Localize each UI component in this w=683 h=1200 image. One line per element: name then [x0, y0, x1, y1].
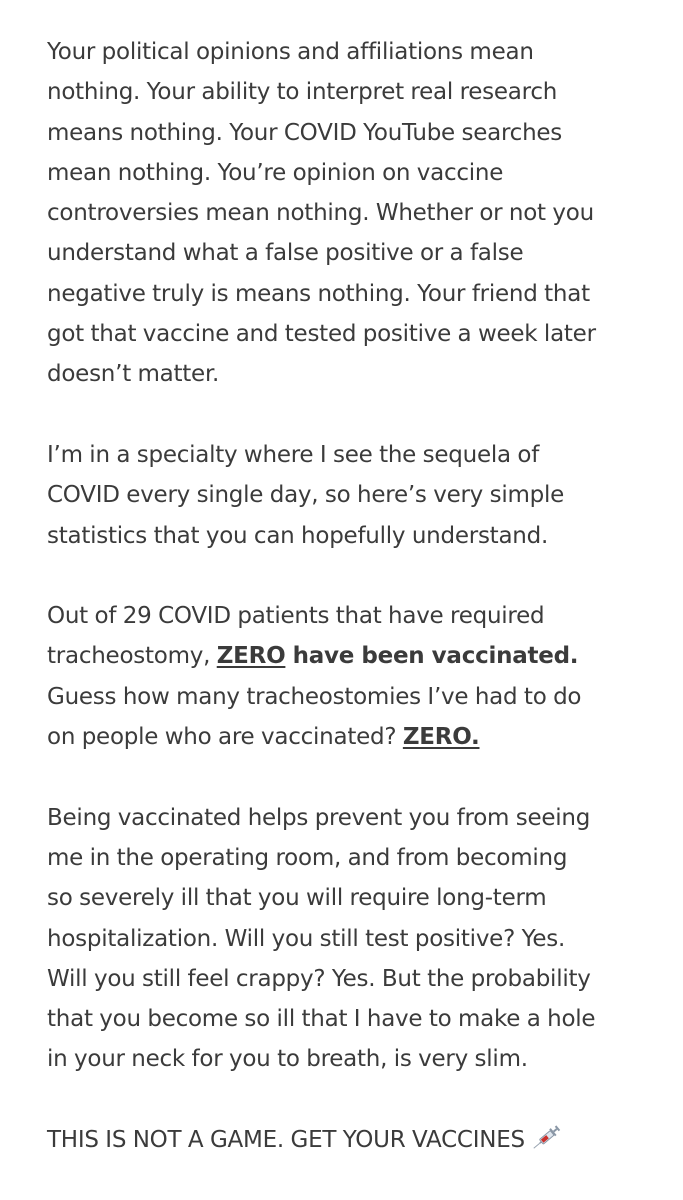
- text-line: [47, 1120, 672, 1160]
- paragraph-specialty: [47, 435, 672, 556]
- text-line: Your political opinions and affiliations mean: [47, 39, 534, 65]
- text-line: Will you still feel crappy? Yes. But the probability: [47, 965, 591, 992]
- text-line: understand what a false positive or a false: [47, 240, 524, 267]
- paragraph-call-to-action: [47, 1120, 672, 1160]
- text-line: [47, 636, 672, 676]
- text-segment: tracheostomy,: [47, 643, 217, 670]
- text-line: Out of 29 COVID patients that have required: [47, 603, 545, 630]
- note-body: [47, 32, 672, 1160]
- paragraph-statistics: [47, 596, 672, 757]
- zero-emphasis: ZERO.: [402, 724, 480, 751]
- text-segment: on people who are vaccinated?: [47, 724, 403, 751]
- text-line: nothing. Your ability to interpret real research: [47, 79, 558, 106]
- text-line: COVID every single day, so here’s very simple: [47, 482, 565, 509]
- bold-statement: have been vaccinated.: [285, 643, 579, 670]
- call-to-action-text: THIS IS NOT A GAME. GET YOUR VACCINES: [47, 1127, 525, 1154]
- text-line: that you become so ill that I have to make a hole: [47, 1006, 596, 1033]
- paragraph-opinions: [47, 32, 672, 395]
- text-line: means nothing. Your COVID YouTube searches: [47, 119, 563, 146]
- text-line: so severely ill that you will require long-term: [47, 885, 547, 912]
- text-line: [47, 717, 672, 757]
- syringe-icon: [529, 1123, 563, 1153]
- text-line: Guess how many tracheostomies I’ve had to do: [47, 683, 582, 710]
- paragraph-prevention: [47, 798, 672, 1080]
- text-line: Being vaccinated helps prevent you from seeing: [47, 804, 591, 831]
- text-line: controversies mean nothing. Whether or not you: [47, 200, 594, 227]
- text-line: statistics that you can hopefully understand.: [47, 522, 549, 549]
- text-line: hospitalization. Will you still test positive? Yes.: [47, 925, 566, 952]
- text-line: I’m in a specialty where I see the sequela of: [47, 441, 540, 468]
- text-line: negative truly is means nothing. Your friend that: [47, 280, 590, 307]
- text-line: in your neck for you to breath, is very slim.: [47, 1046, 528, 1073]
- text-line: doesn’t matter.: [47, 361, 220, 388]
- text-line: mean nothing. You’re opinion on vaccine: [47, 159, 504, 186]
- text-line: me in the operating room, and from becoming: [47, 844, 568, 871]
- zero-emphasis: ZERO: [216, 643, 286, 670]
- text-line: got that vaccine and tested positive a week later: [47, 321, 596, 348]
